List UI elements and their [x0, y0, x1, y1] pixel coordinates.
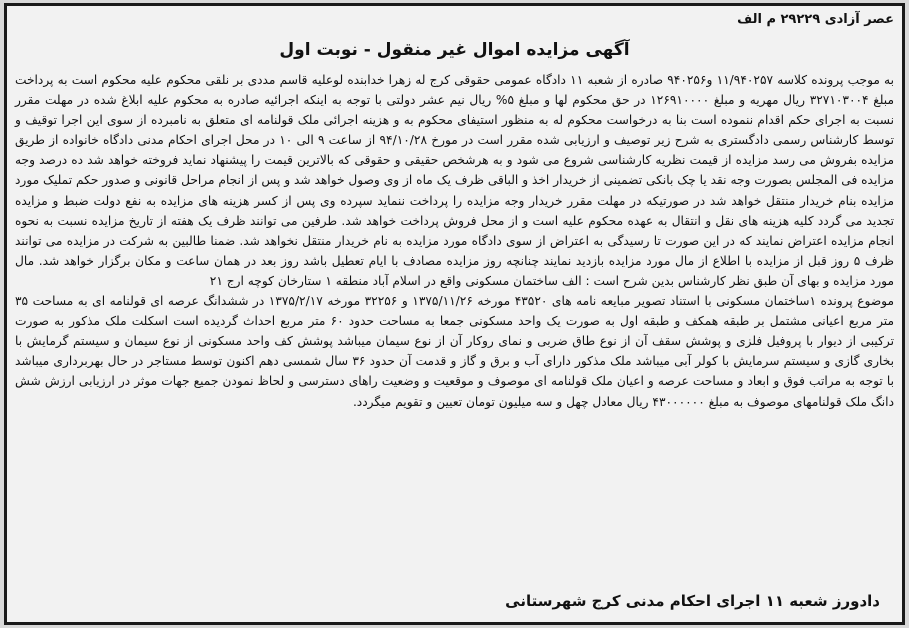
body-paragraph: موضوع پرونده ۱ساختمان مسکونی با استناد تصویر مبایعه نامه های ۴۳۵۲۰ مورخه ۱۳۷۵/۱۱/۲۶ و ۳۲۲۵۶ مورخه ۱۳۷۵/۲/۱۷ در ششدانگ عرصه ای قولنامه ای به مساحت ۳۵ متر مربع اعیانی مشتمل بر طبقه همکف و طبقه اول به صورت یک واحد مسکونی جمعا به مساحت حدود ۶۰ متر مربع احداث گردیده است اسکلت ملک مذکور به صورت ترکیبی از دیوار با پروفیل فلزی و پوشش سقف آن از نوع طاق ضربی و نمای روکار آن از نوع سیمان میباشد پوشش کف واحد مسکونی از نوع سیمان و سیستم گرمایش با بخاری گازی و سیستم سرمایش با کولر آبی میباشد ملک مذکور دارای آب و برق و گاز و قدمت آن حدود ۳۶ سال شمسی دهم اکنون توسط مستاجر در حال بهربرداری میباشد با توجه به مراتب فوق و ابعاد و مساحت عرصه و اعیان ملک قولنامه ای موصوف و موقعیت و وضعیت راهای دسترسی و لحاظ نمودن جمیع جهات موثر در ارزیابی ارزش شش دانگ ملک قولنامهای موصوف به مبلغ ۴۳۰۰۰۰۰۰ ریال معادل چهل و سه میلیون تومان تعیین و تقویم میگردد. [15, 294, 894, 409]
notice-title: آگهی مزایده اموال غیر منقول - نوبت اول [279, 40, 630, 60]
issue-number: عصر آزادی ۲۹۲۲۹ م الف [737, 12, 894, 27]
notice-body [15, 70, 894, 412]
body-paragraph: به موجب پرونده کلاسه ۱۱/۹۴۰۲۵۷ و۹۴۰۲۵۶ صادره از شعبه ۱۱ دادگاه عمومی حقوقی کرج له زهرا خدابنده لوعلیه قاسم مددی بر نلقی محکوم علیه محکوم است به پرداخت مبلغ ۳۲۷۱۰۳۰۰۴ ریال مهریه و مبلغ ۱۲۶۹۱۰۰۰۰ در حق محکوم لها و مبلغ ۵% ریال نیم عشر دولتی با توجه به اینکه اجرائیه صادره به محکوم علیه ابلاغ شده در مهلت مقرر نسبت به اجرای حکم اقدام ننموده است بنا به درخواست محکوم له به منظور استیفای محکوم به و هزینه اجرائی ملک قولنامه ای متعلق به نامبرده از سوی این اجرا توقیف و توسط کارشناس رسمی دادگستری به شرح زیر توصیف و ارزیابی شده مقرر است در مورخ ۹۴/۱۰/۲۸ از ساعت ۹ الی ۱۰ در محل اجرای احکام مدنی دادگاه خانواده از طریق مزایده بفروش می رسد مزایده از قیمت نظریه کارشناسی شروع می شود و به هرشخص حقیقی و حقوقی که بالاترین قیمت را پیشنهاد نماید فروخته خواهد شد ده درصد وجه مزایده فی المجلس بصورت وجه نقد یا چک بانکی تضمینی از خریدار اخذ و الباقی ظرف یک ماه از وی وصول خواهد شد و پس از انجام مراحل قانونی و صدور حکم تملیک مورد مزایده بنام خریدار منتقل خواهد شد در صورتیکه در مهلت مقرر خریدار وجه مزایده را پرداخت ننماید سپرده وی پس از کسر هزینه های مزایده به نفع دولت ضبط و مزایده تجدید می گردد کلیه هزینه های نقل و انتقال به عهده محکوم علیه است و از محل فروش پرداخت خواهد شد. طرفین می توانند ظرف یک هفته از تاریخ مزایده نسبت به نحوه انجام مزایده اعتراض نمایند که در این صورت تا رسیدگی به اعتراض از سوی دادگاه مورد مزایده به نام خریدار منتقل نخواهد شد. ضمنا طالبین به شرکت در مزایده می توانند ظرف ۵ روز قبل از مزایده با اطلاع از مال مورد مزایده بازدید نمایند چنانچه روز مزایده مصادف با ایام تعطیل باشد روز بعد در همان ساعت و مکان برگزار خواهد شد. مال مورد مزایده و بهای آن طبق نظر کارشناس بدین شرح است : الف ساختمان مسکونی واقع در اسلام آباد منطقه ۱ ستارخان کوچه ارج ۲۱ [15, 73, 895, 288]
signature: دادورز شعبه ۱۱ اجرای احکام مدنی کرج شهرستانی [505, 592, 880, 610]
auction-notice-page [4, 3, 905, 625]
